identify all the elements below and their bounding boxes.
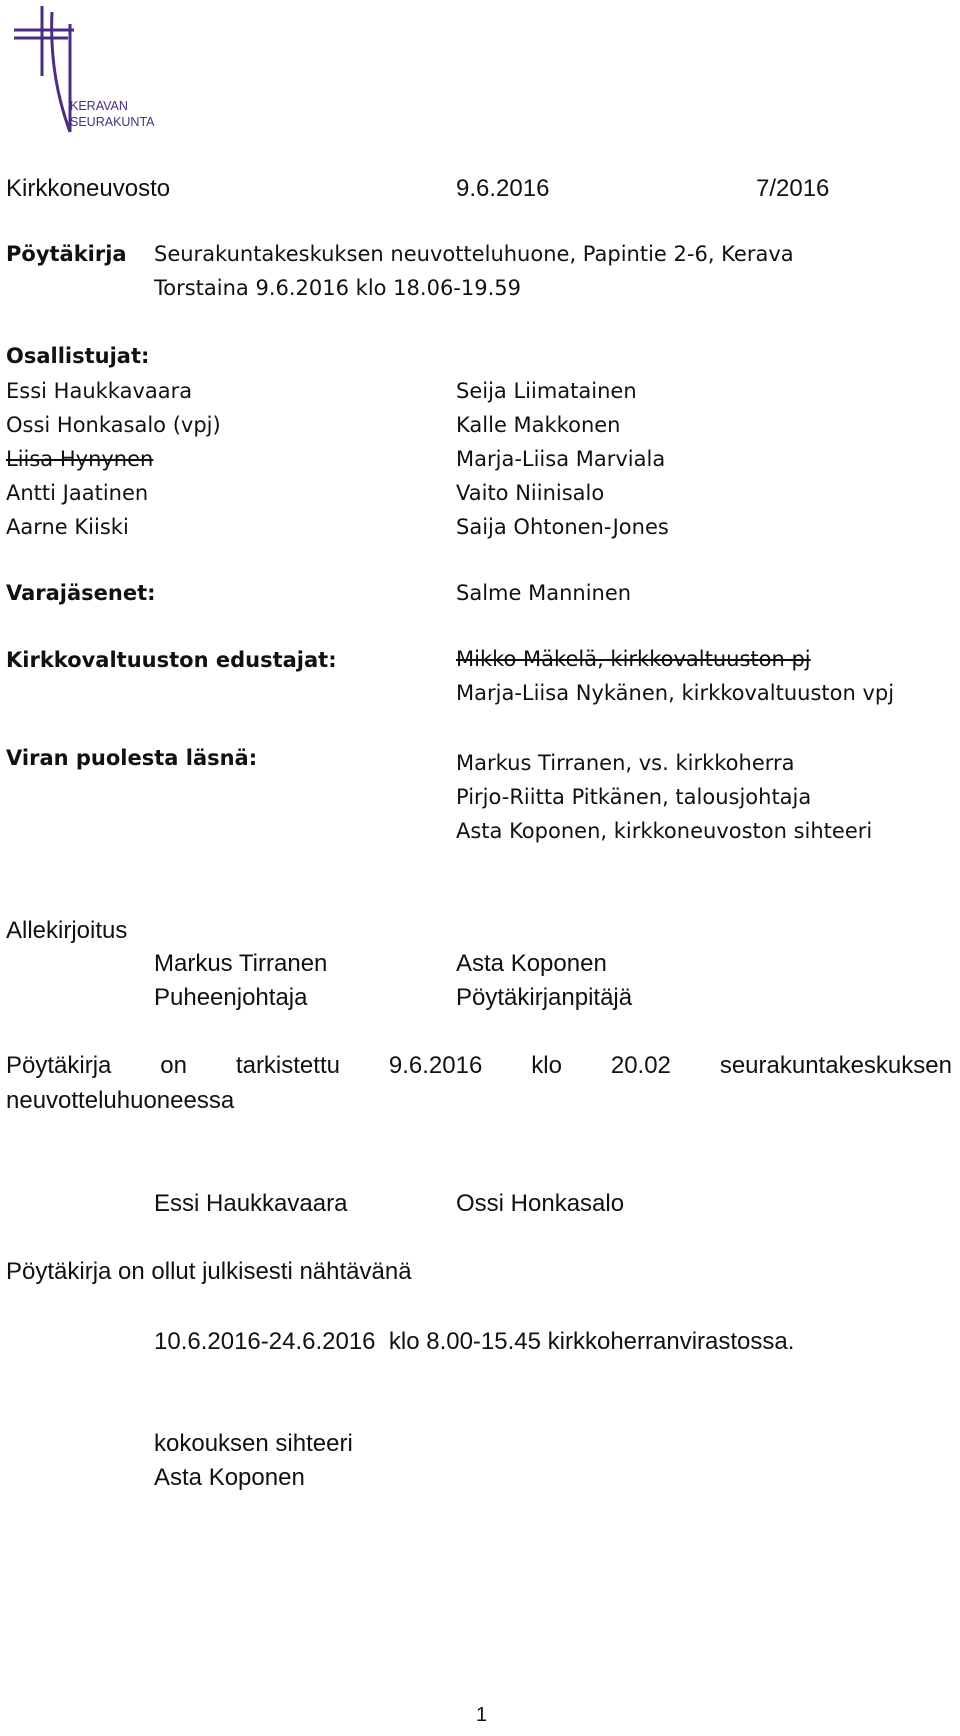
meeting-label: Pöytäkirja	[6, 242, 127, 266]
logo-line2: SEURAKUNTA	[70, 115, 155, 129]
participants-left	[6, 374, 221, 544]
public-label: Pöytäkirja on ollut julkisesti nähtävänä	[6, 1258, 412, 1285]
ex-officio-person: Asta Koponen, kirkkoneuvoston sihteeri	[456, 819, 873, 843]
meeting-secretary-name: Asta Koponen	[154, 1464, 305, 1491]
participants-right	[456, 374, 669, 544]
cross-logo-icon	[12, 4, 162, 154]
signature-label: Allekirjoitus	[6, 917, 128, 944]
review-word: Pöytäkirja	[6, 1052, 112, 1079]
participant: Marja-Liisa Marviala	[456, 447, 666, 471]
secretary-role: Pöytäkirjanpitäjä	[456, 984, 633, 1011]
review-word: tarkistettu	[235, 1052, 340, 1079]
review-word: 9.6.2016	[388, 1052, 483, 1079]
participant: Kalle Makkonen	[456, 413, 621, 437]
participant: Aarne Kiiski	[6, 515, 129, 539]
participant-absent: Liisa Hynynen	[6, 447, 154, 471]
chair-role: Puheenjohtaja	[154, 984, 308, 1011]
ex-officio-label: Viran puolesta läsnä:	[6, 746, 258, 770]
council-rep-absent: Mikko Mäkelä, kirkkovaltuuston pj	[456, 647, 811, 671]
reviewer-1: Essi Haukkavaara	[154, 1190, 348, 1217]
header-number: 7/2016	[756, 175, 830, 202]
participant: Ossi Honkasalo (vpj)	[6, 413, 221, 437]
public-period: 10.6.2016-24.6.2016 klo 8.00-15.45 kirkkoherranvirastossa.	[154, 1328, 795, 1355]
reviewer-2: Ossi Honkasalo	[456, 1190, 625, 1217]
participant: Saija Ohtonen-Jones	[456, 515, 669, 539]
review-line-1	[6, 1052, 952, 1080]
review-word: 20.02	[610, 1052, 671, 1079]
review-word: klo	[531, 1052, 562, 1079]
review-word: on	[160, 1052, 187, 1079]
ex-officio-person: Pirjo-Riitta Pitkänen, talousjohtaja	[456, 785, 812, 809]
meeting-time: Torstaina 9.6.2016 klo 18.06-19.59	[154, 276, 521, 300]
secretary-name: Asta Koponen	[456, 950, 607, 977]
ex-officio-list	[456, 746, 872, 848]
logo-line1: KERAVAN	[70, 99, 128, 113]
participants-label: Osallistujat:	[6, 344, 150, 368]
deputies-label: Varajäsenet:	[6, 581, 156, 605]
participant: Seija Liimatainen	[456, 379, 637, 403]
chair-name: Markus Tirranen	[154, 950, 328, 977]
participant: Antti Jaatinen	[6, 481, 149, 505]
meeting-place: Seurakuntakeskuksen neuvotteluhuone, Papintie 2-6, Kerava	[154, 242, 794, 266]
council-reps-list	[456, 642, 894, 710]
council-reps-label: Kirkkovaltuuston edustajat:	[6, 648, 337, 672]
participant: Essi Haukkavaara	[6, 379, 193, 403]
page-number: 1	[476, 1704, 488, 1726]
council-rep: Marja-Liisa Nykänen, kirkkovaltuuston vpj	[456, 681, 895, 705]
meeting-secretary-role: kokouksen sihteeri	[154, 1430, 353, 1457]
review-word: seurakuntakeskuksen	[719, 1052, 952, 1079]
keravan-seurakunta-logo	[12, 4, 162, 154]
review-line-2: neuvotteluhuoneessa	[6, 1087, 235, 1114]
header-body: Kirkkoneuvosto	[6, 175, 171, 202]
participant: Vaito Niinisalo	[456, 481, 605, 505]
ex-officio-person: Markus Tirranen, vs. kirkkoherra	[456, 751, 795, 775]
header-date: 9.6.2016	[456, 175, 550, 202]
deputy-name: Salme Manninen	[456, 581, 632, 605]
